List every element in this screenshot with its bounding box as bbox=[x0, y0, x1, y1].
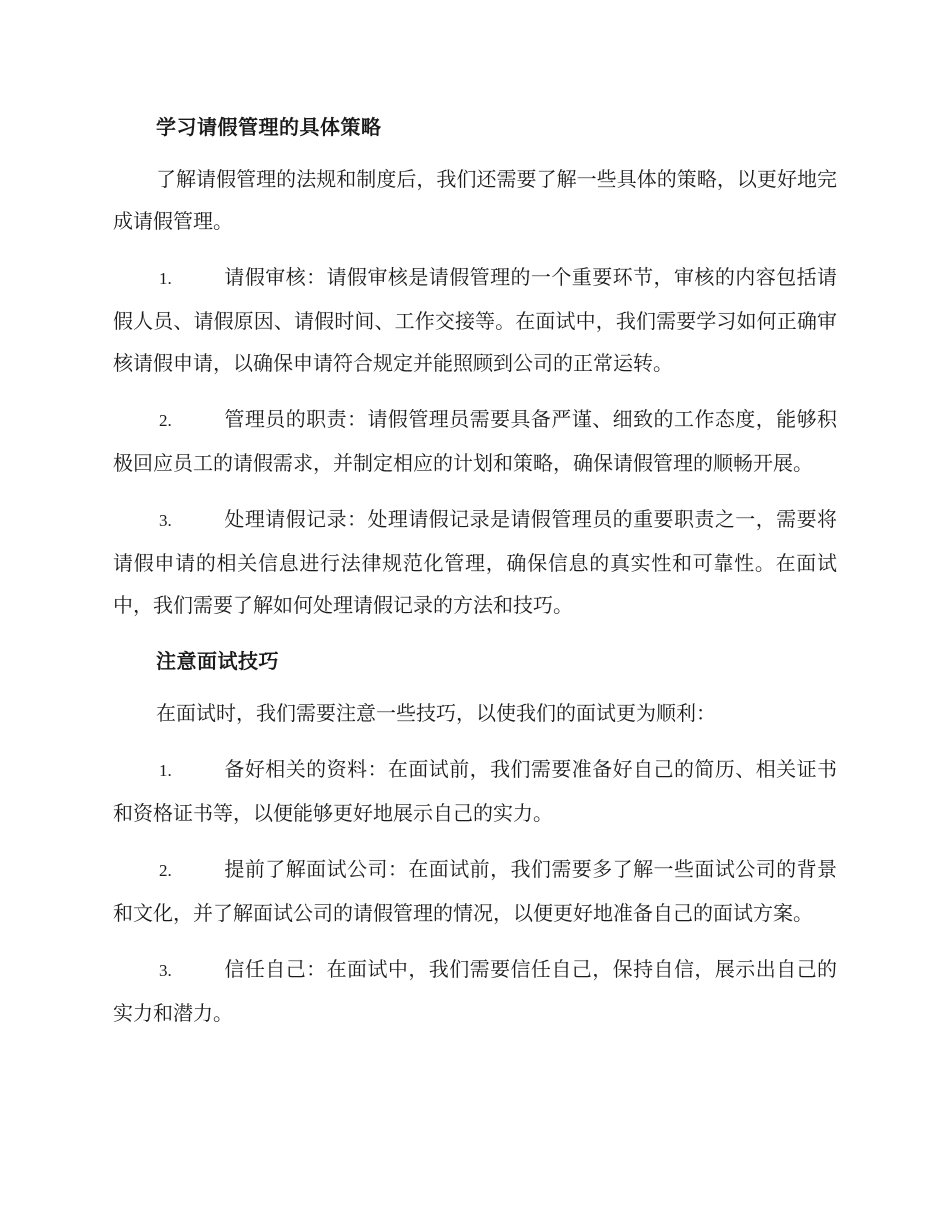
list-number: 1. bbox=[159, 269, 172, 288]
list-item-text: 请假审核：请假审核是请假管理的一个重要环节，审核的内容包括请假人员、请假原因、请假时间、工作交接等。在面试中，我们需要学习如何正确审核请假申请，以确保申请符合规定并能照顾到公司的正常运转。 bbox=[113, 265, 837, 375]
document-page bbox=[113, 106, 837, 1048]
list-item bbox=[113, 256, 837, 384]
section-heading-interview-tips: 注意面试技巧 bbox=[156, 649, 279, 673]
section-intro-strategies: 了解请假管理的法规和制度后，我们还需要了解一些具体的策略，以更好地完成请假管理。 bbox=[113, 167, 837, 233]
list-item bbox=[113, 498, 837, 626]
list-number: 2. bbox=[159, 411, 172, 430]
list-number: 2. bbox=[159, 861, 172, 880]
list-number: 1. bbox=[159, 761, 172, 780]
section-heading-strategies: 学习请假管理的具体策略 bbox=[156, 115, 382, 139]
list-item-text: 备好相关的资料：在面试前，我们需要准备好自己的简历、相关证书和资格证书等，以便能够更好地展示自己的实力。 bbox=[113, 757, 837, 825]
list-number: 3. bbox=[159, 511, 172, 530]
list-item bbox=[113, 748, 837, 834]
section-intro-interview-tips: 在面试时，我们需要注意一些技巧，以使我们的面试更为顺利： bbox=[156, 701, 716, 725]
list-number: 3. bbox=[159, 961, 172, 980]
list-item-text: 信任自己：在面试中，我们需要信任自己，保持自信，展示出自己的实力和潜力。 bbox=[113, 957, 837, 1025]
list-item bbox=[113, 948, 837, 1034]
list-item-text: 提前了解面试公司：在面试前，我们需要多了解一些面试公司的背景和文化，并了解面试公司的请假管理的情况，以便更好地准备自己的面试方案。 bbox=[113, 857, 837, 925]
list-item-text: 处理请假记录：处理请假记录是请假管理员的重要职责之一，需要将请假申请的相关信息进行法律规范化管理，确保信息的真实性和可靠性。在面试中，我们需要了解如何处理请假记录的方法和技巧。 bbox=[113, 507, 837, 617]
list-item bbox=[113, 398, 837, 484]
list-item-text: 管理员的职责：请假管理员需要具备严谨、细致的工作态度，能够积极回应员工的请假需求，并制定相应的计划和策略，确保请假管理的顺畅开展。 bbox=[113, 407, 837, 475]
list-item bbox=[113, 848, 837, 934]
